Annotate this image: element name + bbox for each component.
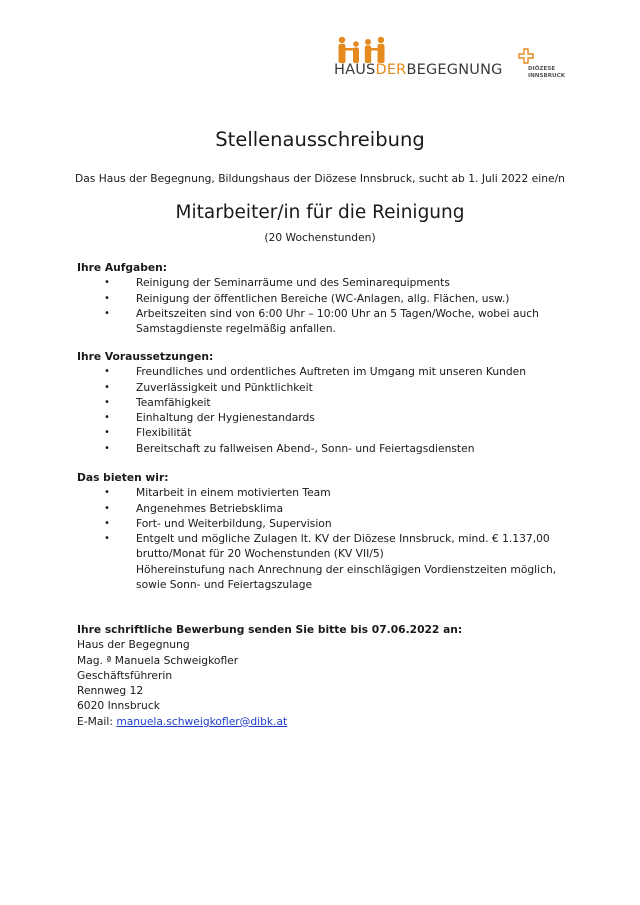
family-figures-icon	[334, 36, 394, 64]
email-link[interactable]: manuela.schweigkofler@dibk.at	[116, 714, 288, 728]
logo	[334, 36, 566, 82]
salary-line: sowie Sonn- und Feiertagszulage	[136, 578, 313, 592]
contact-org: Haus der Begegnung	[77, 638, 190, 652]
list-item: • Reinigung der öffentlichen Bereiche (WC-Anlagen, allg. Flächen, usw.)	[77, 291, 577, 306]
intro-text: Das Haus der Begegnung, Bildungshaus der Diözese Innsbruck, sucht ab 1. Juli 2022 eine/n	[75, 172, 565, 185]
list-item: • Teamfähigkeit	[77, 395, 577, 410]
offer-section	[77, 470, 577, 592]
list-item: • Arbeitszeiten sind von 6:00 Uhr – 10:00 Uhr an 5 Tagen/Woche, wobei auch Samstagdienste regelmäßig anfallen.	[77, 306, 577, 337]
contact-email-row	[77, 714, 462, 729]
contact-role: Geschäftsführerin	[77, 668, 173, 682]
offer-heading: Das bieten wir:	[77, 471, 169, 484]
list-item: • Angenehmes Betriebsklima	[77, 501, 577, 516]
list-item: • Freundliches und ordentliches Auftreten im Umgang mit unseren Kunden	[77, 364, 577, 379]
job-title: Mitarbeiter/in für die Reinigung	[175, 202, 465, 223]
contact-block	[77, 622, 462, 729]
list-item: • Mitarbeit in einem motivierten Team	[77, 485, 577, 500]
list-item: • Fort- und Weiterbildung, Supervision	[77, 516, 577, 531]
list-item: • Bereitschaft zu fallweisen Abend-, Sonn- und Feiertagsdiensten	[77, 441, 577, 456]
requirements-heading: Ihre Voraussetzungen:	[77, 350, 214, 363]
contact-heading: Ihre schriftliche Bewerbung senden Sie bitte bis 07.06.2022 an:	[77, 623, 463, 636]
contact-city: 6020 Innsbruck	[77, 699, 160, 713]
contact-street: Rennweg 12	[77, 684, 144, 698]
list-item: • Einhaltung der Hygienestandards	[77, 410, 577, 425]
email-label: E-Mail:	[77, 714, 117, 728]
weekly-hours: (20 Wochenstunden)	[264, 231, 376, 244]
list-item: • Reinigung der Seminarräume und des Seminarequipments	[77, 275, 577, 290]
salary-line: • Entgelt und mögliche Zulagen lt. KV der Diözese Innsbruck, mind. € 1.137,00	[136, 532, 550, 546]
contact-name: Mag. ª Manuela Schweigkofler	[77, 653, 239, 667]
salary-line: Höhereinstufung nach Anrechnung der einschlägigen Vordienstzeiten möglich,	[136, 562, 557, 576]
requirements-section	[77, 349, 577, 456]
list-item: • Flexibilität	[77, 425, 577, 440]
page-title: Stellenausschreibung	[215, 128, 425, 151]
diocese-label: DIÖZESE INNSBRUCK	[528, 66, 566, 79]
logo-wordmark: HAUSDERBEGEGNUNG	[334, 62, 503, 78]
diocese-cross-icon	[518, 48, 534, 64]
tasks-section	[77, 260, 577, 336]
salary-item	[77, 531, 577, 592]
tasks-heading: Ihre Aufgaben:	[77, 261, 167, 274]
salary-line: brutto/Monat für 20 Wochenstunden (KV VII/5)	[136, 547, 384, 561]
list-item: • Zuverlässigkeit und Pünktlichkeit	[77, 380, 577, 395]
